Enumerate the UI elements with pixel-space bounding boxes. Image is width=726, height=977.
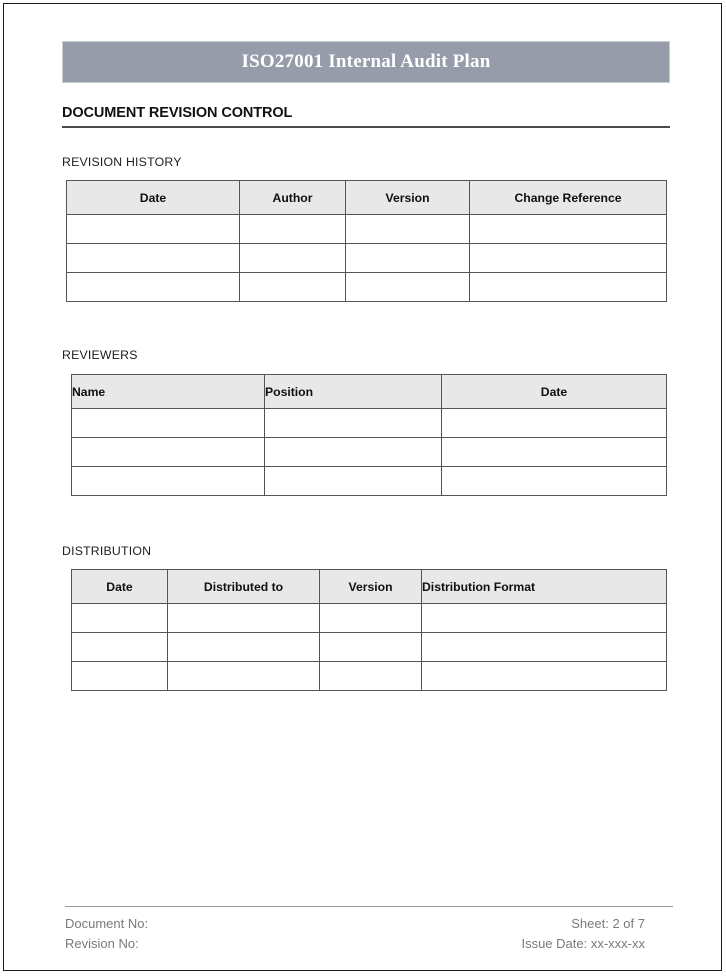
cell-distribution-format[interactable] xyxy=(422,633,667,662)
table-row xyxy=(72,438,667,467)
column-header-change-reference: Change Reference xyxy=(470,181,667,215)
table-row xyxy=(72,662,667,691)
revision-no-label: Revision No: xyxy=(65,936,139,951)
cell-name[interactable] xyxy=(72,438,265,467)
cell-date[interactable] xyxy=(72,633,168,662)
column-header-name: Name xyxy=(72,375,265,409)
table-header-row xyxy=(67,181,667,215)
document-title: ISO27001 Internal Audit Plan xyxy=(241,51,491,72)
section-label-distribution: DISTRIBUTION xyxy=(62,544,152,558)
cell-version[interactable] xyxy=(346,273,470,302)
cell-version[interactable] xyxy=(320,633,422,662)
cell-version[interactable] xyxy=(346,215,470,244)
table-row xyxy=(67,244,667,273)
revision-history-table xyxy=(66,180,667,302)
cell-distributed-to[interactable] xyxy=(168,604,320,633)
cell-date[interactable] xyxy=(442,438,667,467)
cell-version[interactable] xyxy=(346,244,470,273)
table-row xyxy=(72,409,667,438)
cell-date[interactable] xyxy=(72,604,168,633)
table-row xyxy=(72,633,667,662)
cell-date[interactable] xyxy=(442,467,667,496)
cell-author[interactable] xyxy=(240,273,346,302)
cell-distribution-format[interactable] xyxy=(422,604,667,633)
table-row xyxy=(72,604,667,633)
cell-name[interactable] xyxy=(72,467,265,496)
sheet-number: Sheet: 2 of 7 xyxy=(571,916,645,931)
heading-divider xyxy=(62,126,670,128)
section-label-reviewers: REVIEWERS xyxy=(62,348,138,362)
cell-position[interactable] xyxy=(265,467,442,496)
table-row xyxy=(67,215,667,244)
cell-author[interactable] xyxy=(240,215,346,244)
column-header-position: Position xyxy=(265,375,442,409)
document-no-label: Document No: xyxy=(65,916,149,931)
column-header-date: Date xyxy=(442,375,667,409)
cell-date[interactable] xyxy=(67,244,240,273)
cell-change-reference[interactable] xyxy=(470,244,667,273)
page-title: DOCUMENT REVISION CONTROL xyxy=(62,105,293,121)
reviewers-table xyxy=(71,374,667,496)
footer-row-top xyxy=(65,914,673,934)
cell-name[interactable] xyxy=(72,409,265,438)
cell-change-reference[interactable] xyxy=(470,215,667,244)
cell-position[interactable] xyxy=(265,438,442,467)
footer-row-bottom xyxy=(65,934,673,954)
table-row xyxy=(67,273,667,302)
column-header-version: Version xyxy=(320,570,422,604)
column-header-version: Version xyxy=(346,181,470,215)
cell-date[interactable] xyxy=(442,409,667,438)
page-footer xyxy=(65,906,673,954)
document-title-banner xyxy=(62,41,670,83)
section-label-revision-history: REVISION HISTORY xyxy=(62,155,182,169)
cell-version[interactable] xyxy=(320,662,422,691)
cell-distributed-to[interactable] xyxy=(168,662,320,691)
column-header-distributed-to: Distributed to xyxy=(168,570,320,604)
column-header-distribution-format: Distribution Format xyxy=(422,570,667,604)
issue-date: Issue Date: xx-xxx-xx xyxy=(521,936,645,951)
document-page xyxy=(3,3,722,971)
table-header-row xyxy=(72,375,667,409)
cell-date[interactable] xyxy=(67,273,240,302)
table-header-row xyxy=(72,570,667,604)
cell-date[interactable] xyxy=(67,215,240,244)
column-header-date: Date xyxy=(72,570,168,604)
footer-divider xyxy=(65,906,673,907)
cell-change-reference[interactable] xyxy=(470,273,667,302)
cell-date[interactable] xyxy=(72,662,168,691)
table-row xyxy=(72,467,667,496)
column-header-date: Date xyxy=(67,181,240,215)
cell-author[interactable] xyxy=(240,244,346,273)
column-header-author: Author xyxy=(240,181,346,215)
footer-content xyxy=(65,914,673,954)
cell-version[interactable] xyxy=(320,604,422,633)
cell-position[interactable] xyxy=(265,409,442,438)
cell-distributed-to[interactable] xyxy=(168,633,320,662)
document-content xyxy=(62,41,670,691)
cell-distribution-format[interactable] xyxy=(422,662,667,691)
distribution-table xyxy=(71,569,667,691)
